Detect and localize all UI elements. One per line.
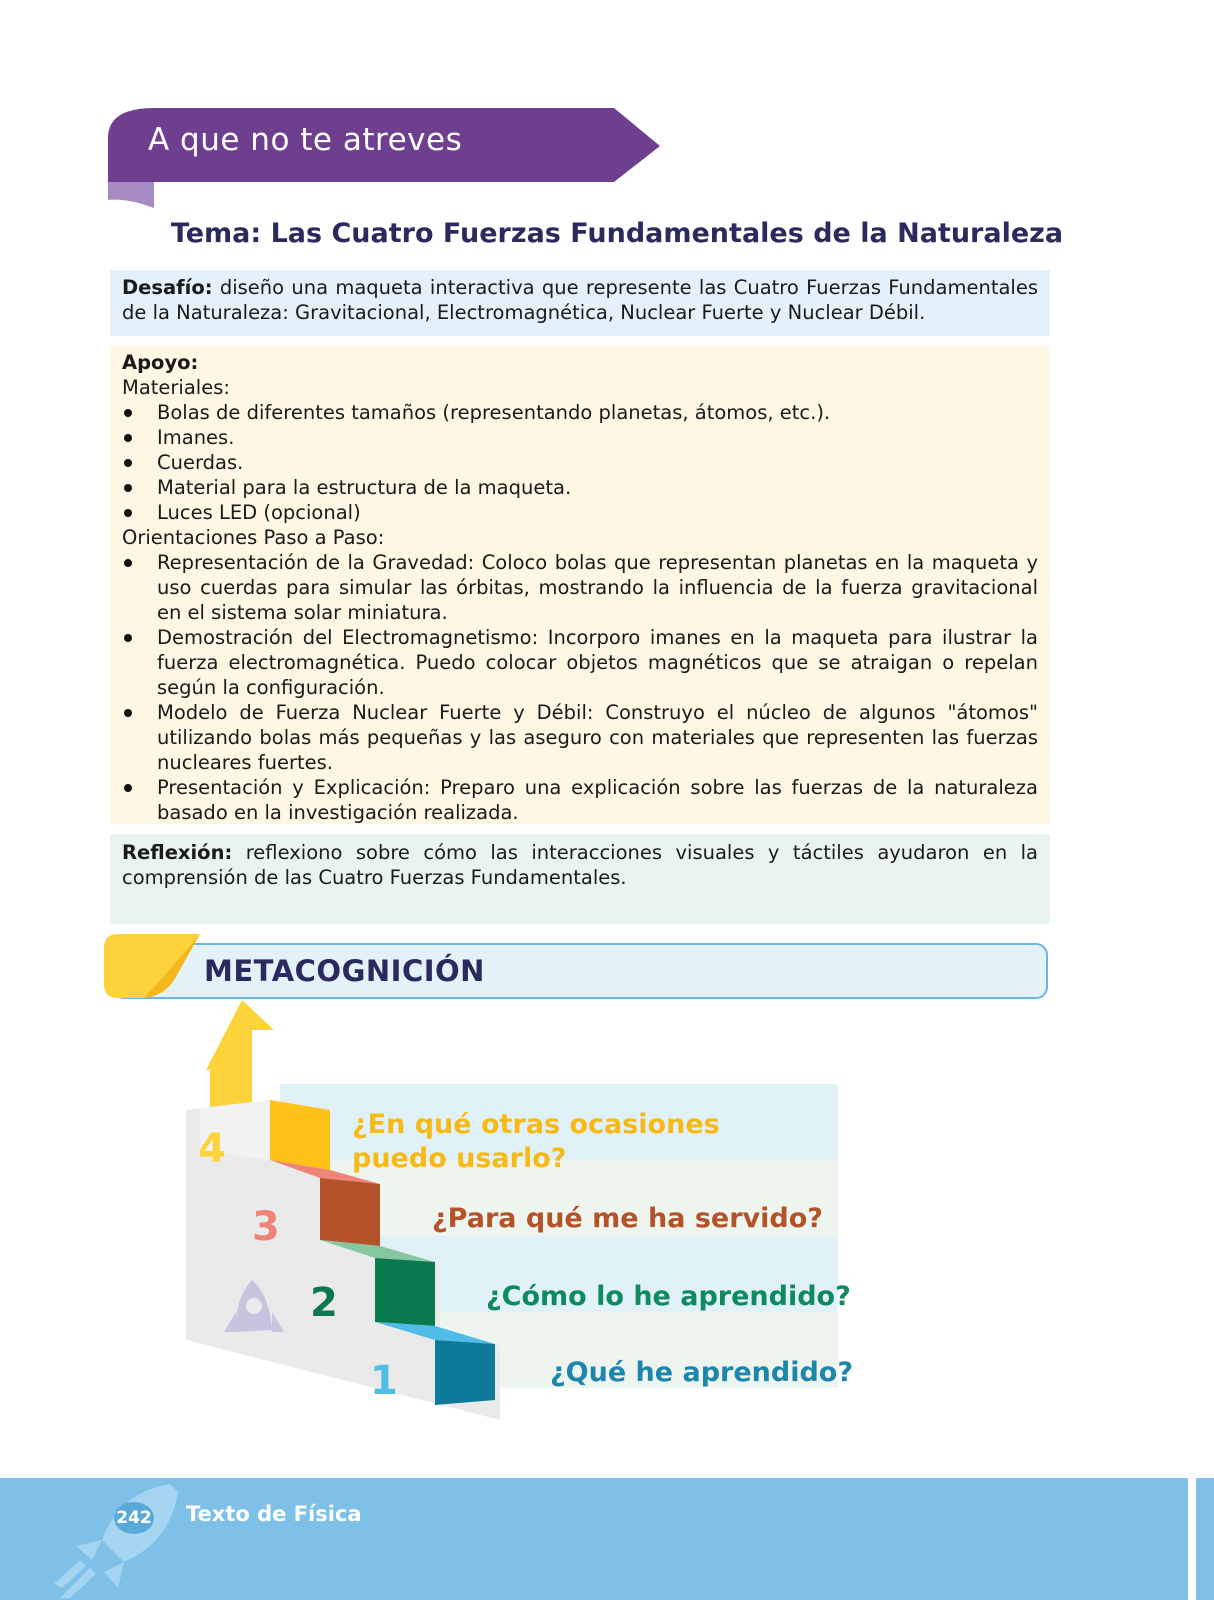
steps-heading: Orientaciones Paso a Paso: — [122, 526, 385, 549]
banner-title: A que no te atreves — [148, 122, 463, 158]
list-item: Representación de la Gravedad: Coloco bolas que representan planetas en la maqueta y uso cuerdas para simular las órbitas, mostrando la influencia de la fuerza gravitacional en el sistema solar miniatura. — [122, 550, 1038, 625]
bullet-icon — [124, 784, 132, 792]
steps-list — [122, 550, 1038, 825]
reflection-box — [110, 834, 1050, 924]
bullet-icon — [124, 459, 132, 467]
bullet-icon — [124, 634, 132, 642]
metacognition-title: METACOGNICIÓN — [204, 954, 485, 988]
question-step-1: ¿Qué he aprendido? — [550, 1357, 853, 1388]
svg-text:2: 2 — [310, 1280, 338, 1326]
question-step-3: ¿Para qué me ha servido? — [432, 1203, 823, 1234]
list-item: Material para la estructura de la maqueta. — [122, 475, 1038, 500]
list-item: Cuerdas. — [122, 450, 1038, 475]
bullet-icon — [124, 434, 132, 442]
challenge-label: Desafío: — [122, 276, 213, 299]
list-item: Bolas de diferentes tamaños (representando planetas, átomos, etc.). — [122, 400, 1038, 425]
list-item: Modelo de Fuerza Nuclear Fuerte y Débil: Construyo el núcleo de algunos "átomos" utilizando bolas más pequeñas y las aseguro con materiales que representen las fuerzas nucleares fuertes. — [122, 700, 1038, 775]
svg-text:1: 1 — [370, 1358, 398, 1404]
question-step-4: ¿En qué otras ocasiones puedo usarlo? — [352, 1109, 720, 1174]
book-title: Texto de Física — [186, 1502, 362, 1526]
svg-text:4: 4 — [198, 1126, 226, 1172]
materials-heading: Materiales: — [122, 376, 230, 399]
list-item: Imanes. — [122, 425, 1038, 450]
bullet-icon — [124, 709, 132, 717]
svg-text:3: 3 — [252, 1204, 280, 1250]
footer-edge — [1196, 1478, 1214, 1600]
list-item: Demostración del Electromagnetismo: Incorporo imanes en la maqueta para ilustrar la fuerza electromagnética. Puedo colocar objetos magnéticos que se atraigan o repelan según la configuración. — [122, 625, 1038, 700]
bullet-icon — [124, 409, 132, 417]
bullet-icon — [124, 484, 132, 492]
metacognition-tab-icon — [104, 934, 208, 1000]
support-box — [110, 346, 1050, 824]
bullet-icon — [124, 509, 132, 517]
topic-title: Tema: Las Cuatro Fuerzas Fundamentales de la Naturaleza — [170, 218, 1064, 249]
challenge-box — [110, 270, 1050, 336]
rocket-icon — [50, 1480, 190, 1600]
reflection-text: reflexiono sobre cómo las interacciones visuales y táctiles ayudaron en la comprensión de las Cuatro Fuerzas Fundamentales. — [122, 841, 1038, 889]
support-label: Apoyo: — [122, 351, 199, 374]
challenge-text: diseño una maqueta interactiva que represente las Cuatro Fuerzas Fundamentales de la Naturaleza: Gravitacional, Electromagnética, Nuclear Fuerte y Nuclear Débil. — [122, 276, 1038, 324]
list-item: Luces LED (opcional) — [122, 500, 1038, 525]
materials-list — [122, 400, 1038, 525]
reflection-label: Reflexión: — [122, 841, 233, 864]
question-step-2: ¿Cómo lo he aprendido? — [486, 1281, 851, 1312]
page-number: 242 — [114, 1502, 154, 1534]
list-item: Presentación y Explicación: Preparo una explicación sobre las fuerzas de la naturaleza basado en la investigación realizada. — [122, 775, 1038, 825]
bullet-icon — [124, 559, 132, 567]
